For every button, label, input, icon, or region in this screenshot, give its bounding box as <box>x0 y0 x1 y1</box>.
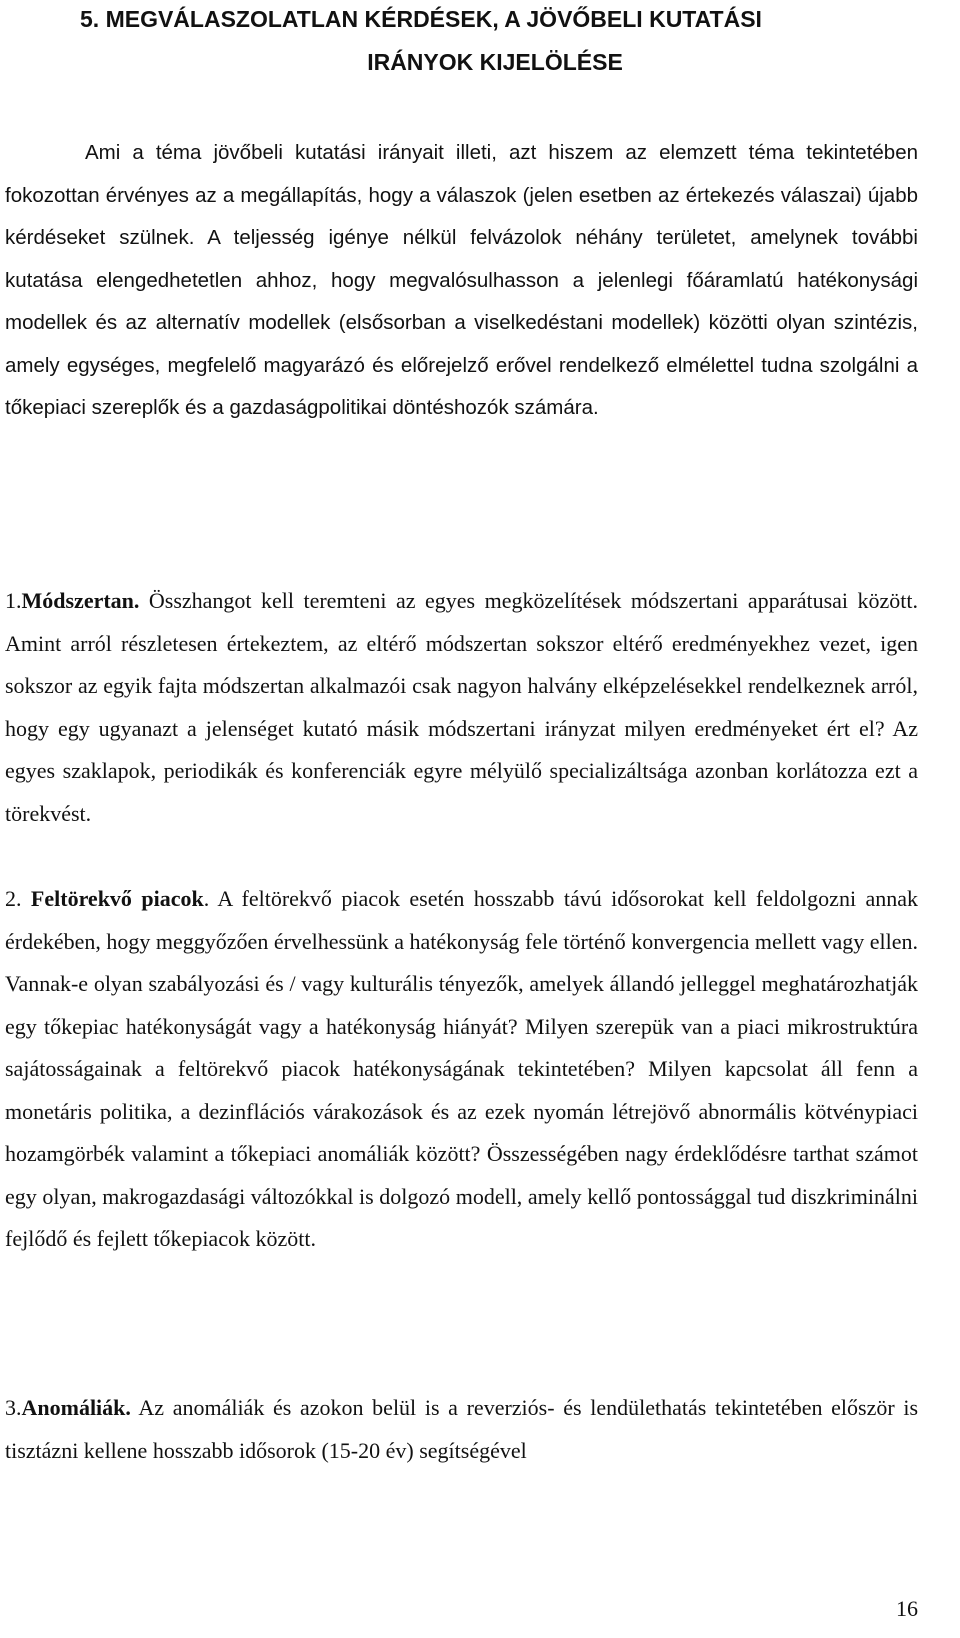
chapter-heading-line-2: IRÁNYOK KIJELÖLÉSE <box>367 49 623 75</box>
intro-paragraph: Ami a téma jövőbeli kutatási irányait illeti, azt hiszem az elemzett téma tekintetében fokozottan érvényes az a megállapítás, hogy a válaszok (jelen esetben az értekezés válaszai) újabb kérdéseket szülnek. A teljesség igénye nélkül felvázolok néhány területet, amelynek további kutatása elengedhetetlen ahhoz, hogy megvalósulhasson a jelenlegi főáramlatú hatékonysági modellek és az alternatív modellek (elsősorban a viselkedéstani modellek) közötti olyan szintézis, amely egységes, megfelelő magyarázó és előrejelző erővel rendelkező elmélettel tudna szolgálni a tőkepiaci szereplők és a gazdaságpolitikai döntéshozók számára. <box>5 141 918 419</box>
research-item-methodology <box>5 580 918 835</box>
item-title: Feltörekvő piacok <box>30 886 204 911</box>
page-number: 16 <box>896 1596 918 1621</box>
chapter-heading-line-1: 5. MEGVÁLASZOLATLAN KÉRDÉSEK, A JÖVŐBELI KUTATÁSI <box>80 6 762 32</box>
item-number: 1. <box>5 588 22 613</box>
item-number: 3. <box>5 1395 22 1420</box>
item-text: Az anomáliák és azokon belül is a reverziós- és lendülethatás tekintetében először is tisztázni kellene hosszabb idősorok (15-20 év) segítségével <box>5 1395 918 1463</box>
item-title: Anomáliák. <box>21 1395 131 1420</box>
item-number: 2. <box>5 886 31 911</box>
research-item-anomalies <box>5 1387 918 1472</box>
item-text: Összhangot kell teremteni az egyes megközelítések módszertani apparátusai között. Amint arról részletesen értekeztem, az eltérő módszertan sokszor eltérő eredményekhez vezet, igen sokszor az egyik fajta módszertan alkalmazói csak nagyon halvány elképzelésekkel rendelkeznek arról, hogy egy ugyanazt a jelenséget kutató másik módszertani irányzat milyen eredményeket ért el? Az egyes szaklapok, periodikák és konferenciák egyre mélyülő specializáltsága azonban korlátozza ezt a törekvést. <box>5 588 918 826</box>
item-title: Módszertan. <box>21 588 140 613</box>
research-item-emerging-markets <box>5 878 918 1261</box>
item-text: . A feltörekvő piacok esetén hosszabb távú idősorokat kell feldolgozni annak érdekében, hogy meggyőzően érvelhessünk a hatékonyság fele történő konvergencia mellett vagy ellen. Vannak-e olyan szabályozási és / vagy kulturális tényezők, amelyek állandó jelleggel meghatározhatják egy tőkepiac hatékonyságát vagy a hatékonyság hiányát? Milyen szerepük van a piaci mikrostruktúra sajátosságainak a feltörekvő piacok hatékonyságának tekintetében? Milyen kapcsolat áll fenn a monetáris politika, a dezinflációs várakozások és az ezek nyomán létrejövő abnormális kötvénypiaci hozamgörbék valamint a tőkepiaci anomáliák között? Összességében nagy érdeklődésre tarthat számot egy olyan, makrogazdasági változókkal is dolgozó modell, amely kellő pontossággal tud diszkriminálni fejlődő és fejlett tőkepiacok között. <box>5 886 919 1251</box>
